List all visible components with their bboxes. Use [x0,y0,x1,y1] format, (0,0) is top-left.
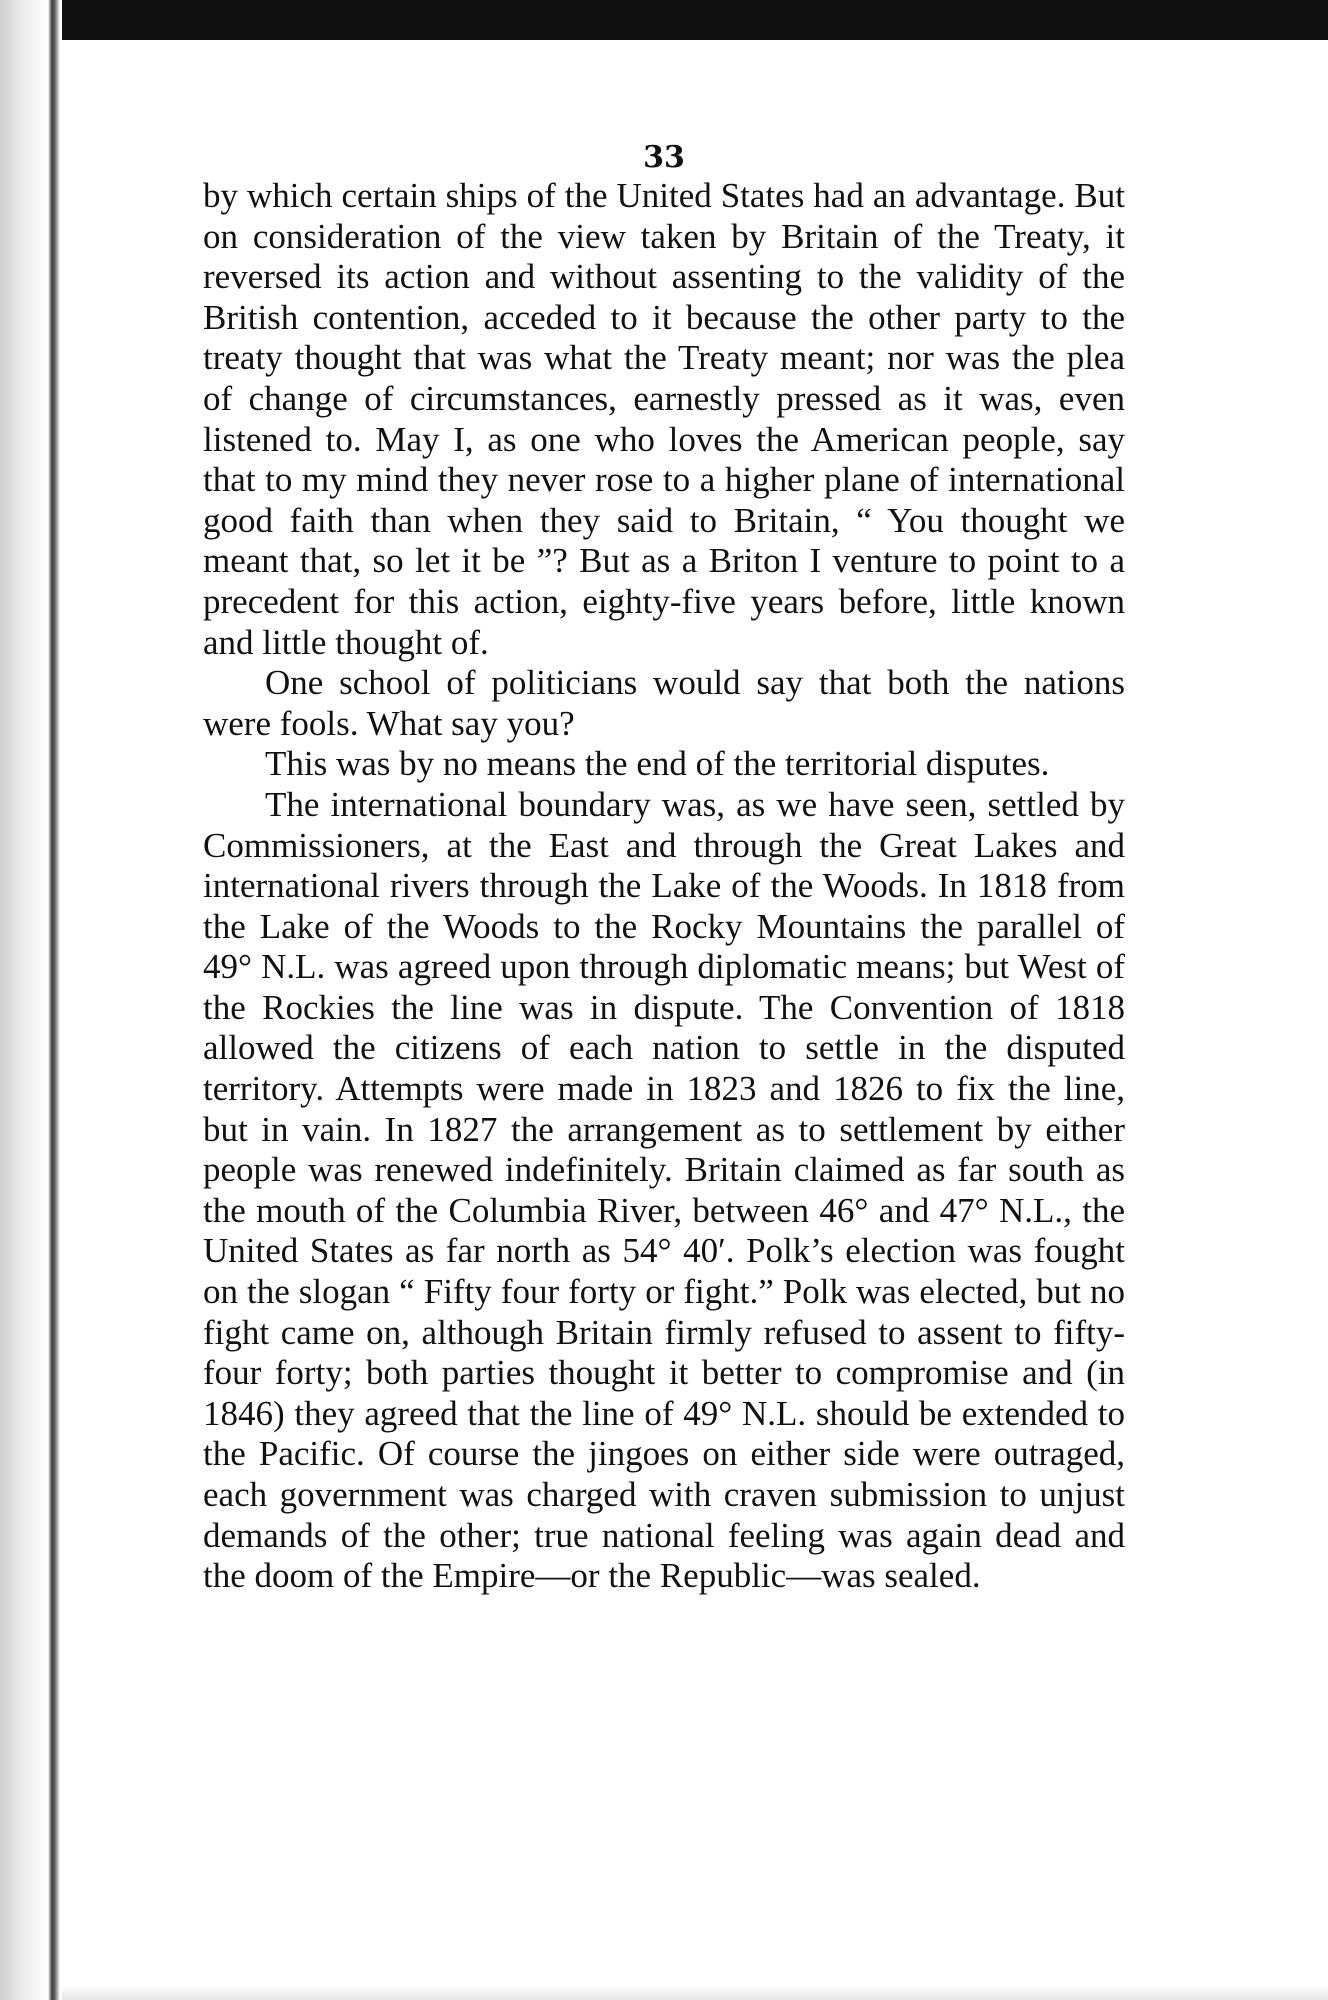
body-text [203,176,1125,1597]
paragraph: This was by no means the end of the territorial disputes. [265,744,1050,784]
page-number: 33 [643,140,685,175]
book-spine-edge [0,0,62,2000]
paragraph: The international boundary was, as we have seen, settled by Commissioners, at the East and through the Great Lakes and international rivers through the Lake of the Woods. In 1818 from the Lake of the Woods to the Rocky Mountains the parallel of 49° N.L. was agreed upon through diplomatic means; but West of the Rockies the line was in dispute. The Convention of 1818 allowed the citizens of each nation to settle in the disputed territory. Attempts were made in 1823 and 1826 to fix the line, but in vain. In 1827 the arrangement as to settlement by either people was renewed indefinitely. Britain claimed as far south as the mouth of the Columbia River, between 46° and 47° N.L., the United States as far north as 54° 40′. Polk’s election was fought on the slogan “ Fifty four forty or fight.” Polk was elected, but no fight came on, although Britain firmly refused to assent to fifty-four forty; both parties thought it better to compromise and (in 1846) they agreed that the line of 49° N.L. should be extended to the Pacific. Of course the jingoes on either side were outraged, each government was charged with craven submission to unjust demands of the other; true national feeling was again dead and the doom of the Empire—or the Republic—was sealed. [203,784,1125,1596]
paragraph: One school of politicians would say that both the nations were fools. What say you? [203,663,1125,743]
scan-bottom-shadow [62,1986,1328,2000]
paragraph: by which certain ships of the United States had an advantage. But on consideration of the view taken by Britain of the Treaty, it reversed its action and without assenting to the validity of the British contention, acceded to it because the other party to the treaty thought that was what the Treaty meant; nor was the plea of change of circumstances, earnestly pressed as it was, even listened to. May I, as one who loves the American people, say that to my mind they never rose to a higher plane of international good faith than when they said to Britain, “ You thought we meant that, so let it be ”? But as a Briton I venture to point to a precedent for this action, eighty-five years before, little known and little thought of. [203,176,1125,662]
scan-top-border [0,0,1328,40]
